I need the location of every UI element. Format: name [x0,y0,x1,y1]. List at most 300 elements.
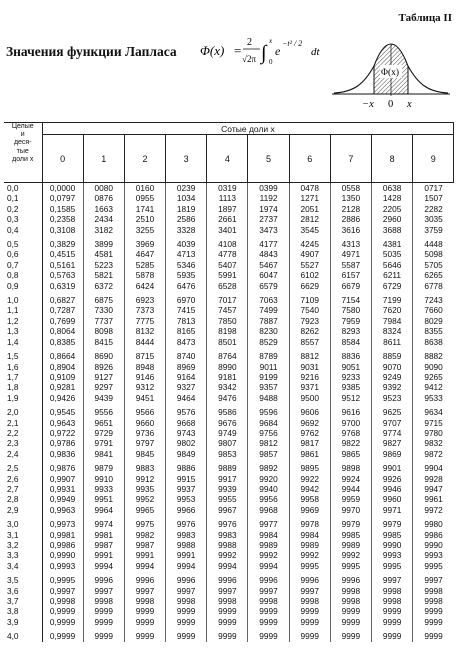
row-label: 2,7 [4,484,42,494]
table-row [4,372,454,382]
table-cell: 9947 [424,483,443,494]
table-cell: 9939 [207,484,248,494]
table-cell: 9576 [166,403,207,417]
table-cell: 9997 [289,586,330,596]
row-label: 2,0 [4,403,42,417]
table-cell: 9985 [330,530,371,540]
table-cell: 0,5763 [42,270,83,280]
table-cell: 1034 [166,193,207,203]
row-label: 0,1 [4,193,42,203]
table-cell: 9993 [372,550,413,560]
table-cell: 2737 [248,214,289,224]
table-cell: 9357 [248,382,289,392]
table-cell: 9991 [124,550,165,560]
table-cell: 9533 [424,392,443,403]
table-cell: 9987 [83,540,124,550]
table-cell: 9883 [124,459,165,473]
table-cell: 0955 [124,193,165,203]
table-cell: 2051 [289,204,330,214]
table-cell: 0,9981 [42,530,83,540]
table-cell: 9986 [424,529,443,540]
table-cell: 9523 [372,393,413,403]
table-cell: 9987 [124,540,165,550]
formula-numerator: 2 [247,37,252,48]
laplace-formula [200,33,325,69]
table-cell: 9999 [83,627,124,641]
column-header: 9 [413,135,454,183]
table-cell: 9146 [124,372,165,382]
table-cell: 8230 [248,326,289,336]
table-cell: 9976 [166,515,207,529]
row-label: 0,9 [4,281,42,291]
table-cell: 9982 [124,530,165,540]
table-cell: 9768 [330,428,371,438]
table-cell: 9972 [424,504,443,515]
table-cell: 8098 [83,326,124,336]
table-cell: 0399 [248,183,289,194]
table-cell: 9959 [330,494,371,504]
row-label: 0,6 [4,249,42,259]
table-cell: 9898 [330,459,371,473]
table-cell: 7457 [207,305,248,315]
table-cell: 9999 [83,617,124,627]
table-cell: 1192 [248,193,289,203]
table-cell: 9998 [207,596,248,606]
row-label: 2,3 [4,438,42,448]
table-row [4,193,454,203]
table-cell: 9915 [166,474,207,484]
table-cell: 9872 [424,448,443,459]
table-cell: 9249 [372,372,413,382]
table-cell: 0160 [124,183,165,194]
table-cell: 9412 [424,382,443,393]
table-cell: 0,9963 [42,505,83,515]
table-cell: 8501 [207,337,248,347]
table-cell: 0,9931 [42,484,83,494]
table-cell: 9371 [289,382,330,392]
table-cell: 8990 [207,362,248,372]
table-row [4,474,454,484]
table-cell: 3328 [166,225,207,235]
table-cell: 9999 [166,617,207,627]
row-label: 3,8 [4,606,42,616]
table-cell: 2434 [83,214,124,224]
table-cell: 9011 [248,362,289,372]
table-cell: 9993 [424,550,443,561]
table-cell: 9817 [289,438,330,448]
table-cell: 0,9993 [42,561,83,571]
table-cell: 3759 [424,224,443,235]
table-cell: 9953 [166,494,207,504]
table-cell: 9995 [424,560,443,571]
table-cell: 9904 [424,463,443,474]
table-cell: 1741 [124,204,165,214]
table-cell: 7415 [166,305,207,315]
table-cell: 9736 [124,428,165,438]
table-cell: 6679 [330,281,371,291]
table-cell: 9961 [424,494,443,505]
table-cell: 9090 [424,361,443,372]
table-cell: 9971 [372,505,413,515]
page-title: Значения функции Лапласа [6,44,177,59]
row-label: 4,0 [4,627,42,641]
table-cell: 8882 [424,351,443,362]
table-cell: 9983 [166,530,207,540]
table-cell: 9841 [83,449,124,459]
table-cell: 9999 [289,627,330,641]
table-cell: 9990 [372,540,413,550]
row-label: 3,2 [4,540,42,550]
table-row [4,561,454,571]
table-cell: 9762 [289,428,330,438]
table-cell: 8638 [424,336,443,347]
table-cell: 9978 [289,515,330,529]
table-cell: 0,0797 [42,193,83,203]
table-cell: 9845 [124,449,165,459]
table-cell: 7775 [124,316,165,326]
row-label: 0,8 [4,270,42,280]
table-cell: 6528 [207,281,248,291]
table-cell: 9692 [289,418,330,428]
table-cell: 9955 [207,494,248,504]
table-cell: 0638 [372,183,413,194]
table-cell: 9935 [124,484,165,494]
row-label: 2,8 [4,494,42,504]
table-cell: 7580 [330,305,371,315]
table-cell: 7243 [424,295,443,306]
table-cell: 9715 [424,417,443,428]
table-cell: 9969 [289,505,330,515]
table-cell: 9596 [248,403,289,417]
formula-lhs: Φ(x) [200,43,225,58]
table-cell: 9995 [289,561,330,571]
table-cell: 2282 [424,203,443,214]
table-cell: 9999 [248,627,289,641]
table-cell: 9385 [330,382,371,392]
table-cell: 6424 [124,281,165,291]
table-cell: 5646 [372,260,413,270]
column-header: 6 [289,135,330,183]
table-cell: 0,9995 [42,571,83,585]
table-row [4,617,454,627]
table-row [4,225,454,235]
table-cell: 9937 [166,484,207,494]
column-header: 0 [42,135,83,183]
table-cell: 9886 [166,459,207,473]
table-row [4,249,454,259]
table-cell: 7109 [289,291,330,305]
table-cell: 9651 [83,418,124,428]
table-cell: 7984 [372,316,413,326]
table-cell: 4971 [330,249,371,259]
table-cell: 5527 [289,260,330,270]
table-cell: 0,9998 [42,596,83,606]
table-cell: 4039 [166,235,207,249]
table-cell: 9822 [330,438,371,448]
table-cell: 6778 [424,280,443,291]
table-cell: 9660 [124,418,165,428]
table-cell: 8324 [372,326,413,336]
row-label: 1,1 [4,305,42,315]
table-cell: 9981 [83,530,124,540]
table-cell: 1974 [248,204,289,214]
table-cell: 7373 [124,305,165,315]
table-cell: 9958 [289,494,330,504]
table-cell: 9975 [124,515,165,529]
table-cell: 9327 [166,382,207,392]
table-row [4,428,454,438]
table-cell: 0319 [207,183,248,194]
table-cell: 6579 [248,281,289,291]
table-row [4,606,454,616]
table-cell: 9979 [372,515,413,529]
table-cell: 9946 [372,484,413,494]
corner-header-line: доли x [12,155,34,163]
table-cell: 7923 [289,316,330,326]
row-label: 0,0 [4,183,42,194]
table-row [4,393,454,403]
table-cell: 9476 [207,393,248,403]
table-cell: 0,9545 [42,403,83,417]
table-cell: 0,9836 [42,449,83,459]
table-cell: 4381 [372,235,413,249]
table-cell: 4581 [83,249,124,259]
table-cell: 9996 [330,571,371,585]
table-cell: 3899 [83,235,124,249]
table-cell: 9996 [83,571,124,585]
table-cell: 0,3829 [42,235,83,249]
formula-denominator: √2π [242,54,256,64]
table-cell: 9997 [424,575,443,586]
table-cell: 1428 [372,193,413,203]
table-cell: 5705 [424,259,443,270]
table-cell: 5223 [83,260,124,270]
table-cell: 9051 [330,362,371,372]
table-cell: 9488 [248,393,289,403]
integrand-base: e [275,44,281,58]
table-row [4,530,454,540]
table-cell: 9999 [124,627,165,641]
table-cell: 9500 [289,393,330,403]
table-cell: 9988 [166,540,207,550]
table-cell: 9464 [166,393,207,403]
table-cell: 6476 [166,281,207,291]
laplace-area-figure [332,24,450,120]
table-cell: 9857 [248,449,289,459]
table-cell: 9392 [372,382,413,392]
integral-lower-limit: 0 [269,58,273,66]
table-cell: 9989 [330,540,371,550]
table-cell: 0,9281 [42,382,83,392]
table-cell: 5285 [124,260,165,270]
table-cell: 9968 [248,505,289,515]
table-cell: 9312 [124,382,165,392]
table-cell: 9997 [372,571,413,585]
table-cell: 8764 [207,347,248,361]
table-cell: 2128 [330,204,371,214]
table-cell: 8584 [330,337,371,347]
table-cell: 9616 [330,403,371,417]
table-cell: 0,2358 [42,214,83,224]
table-cell: 0,8904 [42,362,83,372]
table-cell: 9994 [248,561,289,571]
table-cell: 0,9999 [42,617,83,627]
table-cell: 9861 [289,449,330,459]
table-row [4,515,454,529]
table-cell: 5407 [207,260,248,270]
table-cell: 9991 [83,550,124,560]
table-cell: 9743 [166,428,207,438]
table-cell: 9989 [289,540,330,550]
table-cell: 9917 [207,474,248,484]
row-label: 0,4 [4,225,42,235]
table-cell: 9995 [372,561,413,571]
table-cell: 9924 [330,474,371,484]
table-cell: 9684 [248,418,289,428]
table-cell: 9992 [289,550,330,560]
table-cell: 5098 [424,249,443,260]
table-cell: 9756 [248,428,289,438]
table-cell: 0,9973 [42,515,83,529]
table-cell: 8740 [166,347,207,361]
table-row [4,270,454,280]
table-cell: 7499 [248,305,289,315]
table-cell: 9976 [207,515,248,529]
table-cell: 2586 [166,214,207,224]
table-cell: 9791 [83,438,124,448]
row-label: 3,7 [4,596,42,606]
table-cell: 9997 [207,586,248,596]
table-cell: 9797 [124,438,165,448]
table-cell: 9994 [83,561,124,571]
table-cell: 0,9986 [42,540,83,550]
row-label: 0,2 [4,204,42,214]
table-cell: 9233 [330,372,371,382]
table-cell: 1819 [166,204,207,214]
table-cell: 5991 [207,270,248,280]
table-cell: 9849 [166,449,207,459]
table-cell: 2960 [372,214,413,224]
column-header: 3 [166,135,207,183]
table-cell: 9999 [248,617,289,627]
table-cell: 6629 [289,281,330,291]
table-cell: 0,0000 [42,183,83,194]
table-cell: 9998 [124,596,165,606]
table-cell: 6372 [83,281,124,291]
table-cell: 0080 [83,183,124,194]
table-cell: 7199 [372,291,413,305]
table-row [4,326,454,336]
table-cell: 1271 [289,193,330,203]
table-cell: 9998 [424,585,443,596]
table-cell: 9999 [372,627,413,641]
table-cell: 9992 [248,550,289,560]
table-cell: 9944 [330,484,371,494]
corner-header [4,123,42,183]
table-cell: 7063 [248,291,289,305]
axis-label-x: x [407,99,412,110]
formula-differential: dt [311,46,320,58]
table-cell: 4907 [289,249,330,259]
table-row [4,586,454,596]
table-cell: 9999 [372,606,413,616]
table-cell: 9998 [330,596,371,606]
table-row [4,347,454,361]
table-cell: 8444 [124,337,165,347]
table-cell: 9998 [248,596,289,606]
table-row [4,596,454,606]
table-cell: 9889 [207,459,248,473]
table-cell: 9901 [372,459,413,473]
table-cell: 9977 [248,515,289,529]
column-header: 2 [124,135,165,183]
table-cell: 8926 [83,362,124,372]
table-cell: 3688 [372,225,413,235]
table-cell: 9869 [372,449,413,459]
table-cell: 9606 [289,403,330,417]
group-header: Сотые доли x [42,123,454,135]
table-cell: 7154 [330,291,371,305]
table-cell: 7959 [330,316,371,326]
table-row [4,550,454,560]
table-row [4,316,454,326]
column-header: 4 [207,135,248,183]
table-cell: 9999 [289,617,330,627]
row-label: 0,3 [4,214,42,224]
table-cell: 3473 [248,225,289,235]
table-cell: 0,9722 [42,428,83,438]
row-label: 1,8 [4,382,42,392]
table-cell: 5587 [330,260,371,270]
row-label: 3,3 [4,550,42,560]
table-cell: 3182 [83,225,124,235]
table-cell: 9999 [166,606,207,616]
table-cell: 9966 [166,505,207,515]
table-cell: 9979 [330,515,371,529]
integral-upper-limit: x [269,37,273,45]
row-label: 1,3 [4,326,42,336]
table-cell: 9342 [207,382,248,392]
table-cell: 9995 [330,561,371,571]
table-cell: 9998 [83,596,124,606]
table-row [4,540,454,550]
row-label: 3,1 [4,530,42,540]
table-cell: 0876 [83,193,124,203]
table-row [4,281,454,291]
table-cell: 0558 [330,183,371,194]
table-cell: 9965 [124,505,165,515]
table-cell: 8836 [330,347,371,361]
table-cell: 9439 [83,393,124,403]
table-cell: 9997 [124,586,165,596]
table-cell: 1507 [424,193,443,204]
table-cell: 0,9999 [42,627,83,641]
table-cell: 9952 [124,494,165,504]
laplace-table [4,122,454,642]
table-cell: 0239 [166,183,207,194]
table-cell: 9700 [330,418,371,428]
table-cell: 4245 [289,235,330,249]
table-cell: 0,9907 [42,474,83,484]
table-cell: 8165 [166,326,207,336]
table-cell: 1897 [207,204,248,214]
table-cell: 9879 [83,459,124,473]
table-cell: 9996 [207,571,248,585]
row-label: 1,9 [4,393,42,403]
table-cell: 9951 [83,494,124,504]
table-cell: 9922 [289,474,330,484]
table-cell: 4778 [207,249,248,259]
